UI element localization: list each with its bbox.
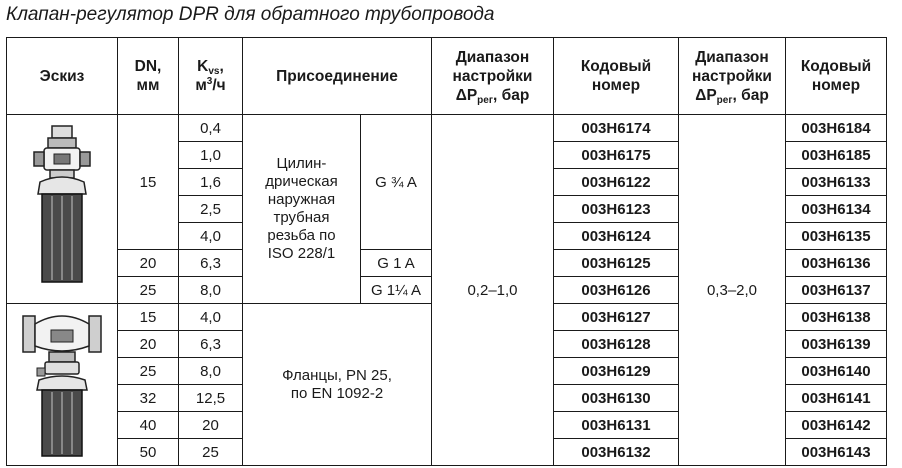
flanged-valve-sketch — [7, 304, 118, 466]
dn-cell: 20 — [118, 250, 179, 277]
threaded-valve-sketch — [7, 115, 118, 304]
header-code-b: Кодовый номер — [786, 38, 887, 115]
kvs-cell: 6,3 — [179, 250, 243, 277]
dn-cell: 25 — [118, 277, 179, 304]
kvs-cell: 6,3 — [179, 331, 243, 358]
code-cell: 003H6174 — [554, 115, 679, 142]
code-cell: 003H6131 — [554, 412, 679, 439]
code-cell: 003H6135 — [786, 223, 887, 250]
code-cell: 003H6124 — [554, 223, 679, 250]
header-code-a: Кодовый номер — [554, 38, 679, 115]
threaded-valve-icon — [32, 124, 92, 294]
code-cell: 003H6139 — [786, 331, 887, 358]
thread-cell: G 1 A — [361, 250, 432, 277]
code-cell: 003H6129 — [554, 358, 679, 385]
code-cell: 003H6130 — [554, 385, 679, 412]
kvs-cell: 12,5 — [179, 385, 243, 412]
code-cell: 003H6141 — [786, 385, 887, 412]
code-cell: 003H6136 — [786, 250, 887, 277]
code-cell: 003H6138 — [786, 304, 887, 331]
range-a-cell: 0,2–1,0 — [432, 115, 554, 466]
code-cell: 003H6126 — [554, 277, 679, 304]
code-cell: 003H6122 — [554, 169, 679, 196]
dn-cell: 15 — [118, 304, 179, 331]
header-range-a: Диапазон настройки $\Delta P_{рег}$, бар — [432, 38, 554, 115]
code-cell: 003H6185 — [786, 142, 887, 169]
kvs-cell: 1,6 — [179, 169, 243, 196]
flanged-valve-icon — [19, 310, 105, 460]
thread-cell: G ¾ A — [361, 115, 432, 250]
code-cell: 003H6133 — [786, 169, 887, 196]
thread-cell: G 1¼ A — [361, 277, 432, 304]
dn-cell: 25 — [118, 358, 179, 385]
spec-table — [6, 37, 887, 466]
dn-cell: 15 — [118, 115, 179, 250]
page-title: Клапан-регулятор DPR для обратного трубопровода — [6, 4, 495, 25]
code-cell: 003H6184 — [786, 115, 887, 142]
dn-cell: 20 — [118, 331, 179, 358]
code-cell: 003H6123 — [554, 196, 679, 223]
kvs-cell: 8,0 — [179, 277, 243, 304]
code-cell: 003H6175 — [554, 142, 679, 169]
code-cell: 003H6127 — [554, 304, 679, 331]
dn-cell: 40 — [118, 412, 179, 439]
connection-flanged: Фланцы, PN 25, по EN 1092-2 — [243, 304, 432, 466]
code-cell: 003H6134 — [786, 196, 887, 223]
header-range-b: Диапазон настройки $\Delta P_{рег}$, бар — [679, 38, 786, 115]
code-cell: 003H6143 — [786, 439, 887, 466]
header-dn: DN, мм — [118, 38, 179, 115]
dn-cell: 32 — [118, 385, 179, 412]
kvs-cell: 20 — [179, 412, 243, 439]
header-kvs: $K_{vs}$, $м^3/ч$ — [179, 38, 243, 115]
code-cell: 003H6132 — [554, 439, 679, 466]
range-b-cell: 0,3–2,0 — [679, 115, 786, 466]
kvs-cell: 4,0 — [179, 304, 243, 331]
header-row — [7, 38, 887, 115]
kvs-cell: 4,0 — [179, 223, 243, 250]
dn-cell: 50 — [118, 439, 179, 466]
kvs-cell: 8,0 — [179, 358, 243, 385]
connection-threaded: Цилин- дрическая наружная трубная резьба по ISO 228/1 — [243, 115, 361, 304]
kvs-cell: 0,4 — [179, 115, 243, 142]
kvs-cell: 2,5 — [179, 196, 243, 223]
table-row — [7, 115, 887, 142]
code-cell: 003H6128 — [554, 331, 679, 358]
header-connection: Присоединение — [243, 38, 432, 115]
code-cell: 003H6140 — [786, 358, 887, 385]
kvs-cell: 25 — [179, 439, 243, 466]
code-cell: 003H6137 — [786, 277, 887, 304]
kvs-cell: 1,0 — [179, 142, 243, 169]
code-cell: 003H6125 — [554, 250, 679, 277]
code-cell: 003H6142 — [786, 412, 887, 439]
header-sketch: Эскиз — [7, 38, 118, 115]
